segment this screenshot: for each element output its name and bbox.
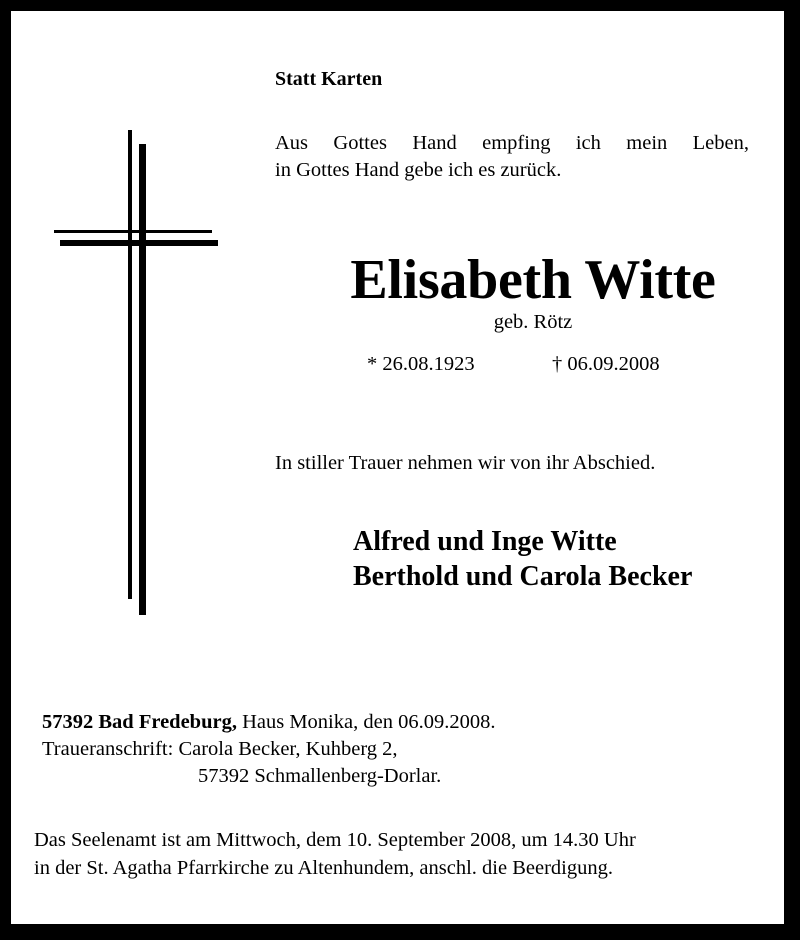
address-city: 57392 Bad Fredeburg, <box>42 711 237 733</box>
mourning-text: In stiller Trauer nehmen wir von ihr Abschied. <box>275 452 656 474</box>
verse-line-2: in Gottes Hand gebe ich es zurück. <box>275 159 562 181</box>
family-line-1: Alfred und Inge Witte <box>353 526 617 557</box>
address-line-2: Traueranschrift: Carola Becker, Kuhberg 2, <box>42 738 398 760</box>
service-line-2: in der St. Agatha Pfarrkirche zu Altenhundem, anschl. die Beerdigung. <box>34 857 613 879</box>
maiden-name: geb. Rötz <box>493 311 573 333</box>
obituary-notice <box>11 11 784 924</box>
service-line-1: Das Seelenamt ist am Mittwoch, dem 10. September 2008, um 14.30 Uhr <box>34 829 636 851</box>
address-line-3: 57392 Schmallenberg-Dorlar. <box>198 765 442 787</box>
deceased-name: Elisabeth Witte <box>350 249 716 311</box>
cross-icon <box>11 11 241 631</box>
address-block <box>42 709 495 790</box>
verse <box>275 130 749 184</box>
verse-line-1: Aus Gottes Hand empfing ich mein Leben, <box>275 132 749 154</box>
address-place-date: Haus Monika, den 06.09.2008. <box>236 711 496 733</box>
header-title: Statt Karten <box>275 68 383 90</box>
address-line-1 <box>42 709 495 736</box>
family-line-2: Berthold und Carola Becker <box>353 561 693 592</box>
family-list <box>353 524 692 594</box>
death-date: † 06.09.2008 <box>552 353 660 375</box>
service-info <box>34 826 636 882</box>
birth-date: * 26.08.1923 <box>367 353 475 375</box>
